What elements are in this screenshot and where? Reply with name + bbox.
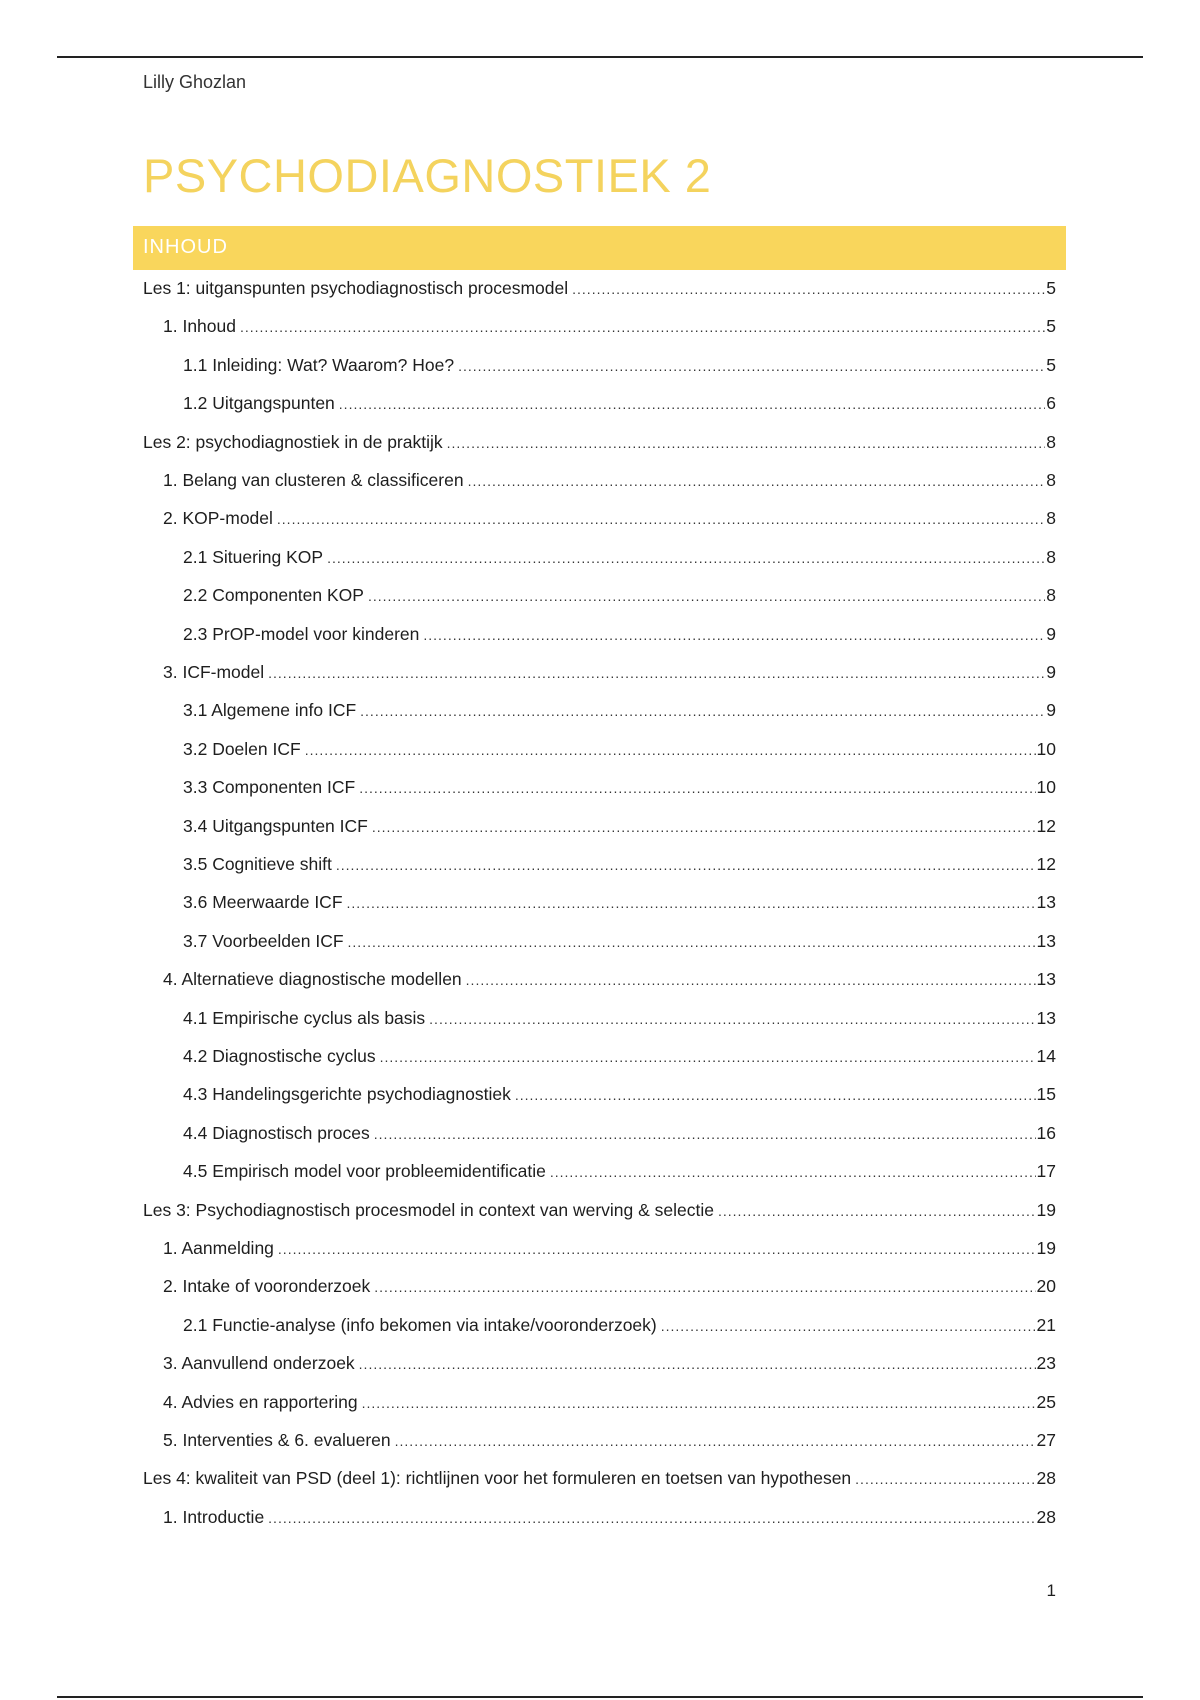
toc-entry-page: 15 — [1036, 1084, 1056, 1105]
toc-heading-bar — [133, 226, 1066, 270]
toc-entry[interactable] — [143, 432, 1056, 458]
toc-entry-page: 9 — [1046, 662, 1056, 682]
toc-entry-label: 4.4 Diagnostisch proces — [183, 1122, 370, 1143]
toc-entry-label: Les 2: psychodiagnostiek in de praktijk — [143, 431, 443, 452]
toc-entry-label: 3.3 Componenten ICF — [183, 777, 356, 798]
toc-entry[interactable] — [183, 816, 1056, 842]
toc-entry[interactable] — [183, 854, 1056, 880]
toc-dot-leader — [268, 1510, 1035, 1526]
toc-dot-leader — [277, 511, 1045, 527]
toc-entry-page: 20 — [1036, 1276, 1056, 1297]
toc-entry-label: 3. ICF-model — [163, 662, 265, 682]
toc-entry-page: 8 — [1046, 431, 1056, 452]
toc-entry-page: 10 — [1036, 777, 1056, 798]
toc-entry-label: 3.6 Meerwaarde ICF — [183, 892, 343, 913]
toc-entry-label: 4.1 Empirische cyclus als basis — [183, 1007, 426, 1028]
toc-dot-leader — [458, 358, 1045, 374]
toc-entry-label: 2.1 Functie-analyse (info bekomen via intake/vooronderzoek) — [183, 1314, 657, 1335]
toc-entry-page: 19 — [1036, 1238, 1056, 1258]
toc-dot-leader — [550, 1164, 1036, 1180]
toc-dot-leader — [515, 1087, 1036, 1103]
toc-entry-page: 8 — [1046, 546, 1056, 567]
toc-entry[interactable] — [163, 316, 1056, 342]
toc-entry-page: 6 — [1046, 393, 1056, 414]
toc-entry[interactable] — [183, 1008, 1056, 1034]
toc-entry-label: 3.1 Algemene info ICF — [183, 700, 357, 721]
toc-entry-page: 13 — [1036, 892, 1056, 913]
toc-entry-label: 3. Aanvullend onderzoek — [163, 1353, 355, 1374]
toc-dot-leader — [359, 780, 1035, 796]
toc-dot-leader — [348, 934, 1036, 950]
toc-entry-label: 2.3 PrOP-model voor kinderen — [183, 623, 420, 644]
toc-entry-page: 25 — [1036, 1391, 1056, 1412]
toc-dot-leader — [359, 1356, 1036, 1372]
toc-entry[interactable] — [183, 585, 1056, 611]
toc-entry[interactable] — [143, 1200, 1056, 1226]
toc-entry[interactable] — [163, 1353, 1056, 1379]
toc-entry[interactable] — [163, 1392, 1056, 1418]
toc-entry[interactable] — [163, 1276, 1056, 1302]
toc-entry[interactable] — [183, 700, 1056, 726]
toc-entry-page: 27 — [1036, 1430, 1056, 1450]
toc-entry-label: 4. Advies en rapportering — [163, 1391, 358, 1412]
toc-entry-label: 3.2 Doelen ICF — [183, 738, 301, 759]
toc-entry[interactable] — [143, 278, 1056, 304]
toc-entry[interactable] — [183, 1123, 1056, 1149]
toc-entry[interactable] — [183, 624, 1056, 650]
toc-dot-leader — [468, 473, 1046, 489]
toc-entry[interactable] — [183, 1046, 1056, 1072]
toc-entry[interactable] — [163, 508, 1056, 534]
author-name: Lilly Ghozlan — [143, 72, 247, 92]
toc-entry-label: Les 4: kwaliteit van PSD (deel 1): richtlijnen voor het formuleren en toetsen van hypothesen — [143, 1468, 852, 1489]
toc-entry[interactable] — [183, 777, 1056, 803]
toc-entry-label: 4.5 Empirisch model voor probleemidentificatie — [183, 1161, 546, 1182]
toc-entry-page: 13 — [1036, 969, 1056, 990]
toc-entry-label: 2. KOP-model — [163, 508, 273, 529]
toc-entry[interactable] — [183, 1161, 1056, 1187]
toc-entry-page: 28 — [1036, 1468, 1056, 1489]
toc-entry-page: 5 — [1046, 354, 1056, 375]
toc-entry-label: 4. Alternatieve diagnostische modellen — [163, 969, 462, 990]
toc-entry-label: 1. Aanmelding — [163, 1238, 274, 1258]
toc-dot-leader — [327, 550, 1045, 566]
toc-dot-leader — [374, 1279, 1035, 1295]
toc-entry-page: 14 — [1036, 1046, 1056, 1066]
toc-dot-leader — [372, 819, 1036, 835]
toc-dot-leader — [278, 1241, 1036, 1257]
toc-entry-page: 12 — [1036, 854, 1056, 874]
toc-entry[interactable] — [163, 662, 1056, 688]
toc-entry[interactable] — [183, 1315, 1056, 1341]
toc-dot-leader — [380, 1049, 1036, 1065]
toc-entry-page: 17 — [1036, 1161, 1056, 1182]
toc-dot-leader — [855, 1471, 1035, 1487]
toc-entry[interactable] — [143, 1468, 1056, 1494]
toc-dot-leader — [395, 1433, 1036, 1449]
toc-entry-page: 8 — [1046, 585, 1056, 606]
toc-entry[interactable] — [163, 969, 1056, 995]
toc-entry-label: 4.2 Diagnostische cyclus — [183, 1046, 376, 1066]
toc-dot-leader — [661, 1318, 1036, 1334]
toc-dot-leader — [374, 1126, 1036, 1142]
toc-entry-label: 3.7 Voorbeelden ICF — [183, 930, 344, 951]
toc-entry-page: 21 — [1036, 1314, 1056, 1335]
toc-entry[interactable] — [163, 1507, 1056, 1533]
toc-entry-label: 2. Intake of vooronderzoek — [163, 1276, 371, 1297]
toc-entry-page: 23 — [1036, 1353, 1056, 1374]
toc-dot-leader — [429, 1011, 1035, 1027]
toc-entry[interactable] — [183, 931, 1056, 957]
toc-entry[interactable] — [163, 1238, 1056, 1264]
toc-entry-page: 5 — [1046, 316, 1056, 337]
toc-dot-leader — [305, 742, 1036, 758]
toc-entry-label: Les 1: uitganspunten psychodiagnostisch procesmodel — [143, 278, 569, 298]
toc-dot-leader — [572, 281, 1045, 297]
toc-entry-page: 10 — [1036, 738, 1056, 759]
toc-entry[interactable] — [183, 739, 1056, 765]
toc-dot-leader — [368, 588, 1045, 604]
toc-entry-label: 2.2 Componenten KOP — [183, 585, 364, 606]
toc-dot-leader — [347, 895, 1036, 911]
toc-dot-leader — [362, 1395, 1036, 1411]
toc-entry-page: 13 — [1036, 1007, 1056, 1028]
toc-entry-page: 8 — [1046, 508, 1056, 529]
toc-entry[interactable] — [183, 393, 1056, 419]
toc-entry-label: 1.2 Uitgangspunten — [183, 393, 335, 414]
toc-dot-leader — [718, 1203, 1036, 1219]
toc-entry-page: 13 — [1036, 930, 1056, 951]
toc-dot-leader — [240, 319, 1045, 335]
toc-entry-label: 1. Inhoud — [163, 316, 236, 337]
document-title: PSYCHODIAGNOSTIEK 2 — [143, 149, 712, 202]
toc-entry[interactable] — [163, 1430, 1056, 1456]
toc-entry-label: 1.1 Inleiding: Wat? Waarom? Hoe? — [183, 354, 455, 375]
toc-entry[interactable] — [183, 1084, 1056, 1110]
toc-entry-page: 16 — [1036, 1122, 1056, 1143]
toc-entry-page: 19 — [1036, 1199, 1056, 1220]
toc-dot-leader — [423, 627, 1045, 643]
toc-entry-label: 3.5 Cognitieve shift — [183, 854, 332, 874]
toc-dot-leader — [466, 972, 1036, 988]
toc-entry-page: 9 — [1046, 623, 1056, 644]
toc-entry-page: 5 — [1046, 278, 1056, 298]
toc-entry[interactable] — [183, 892, 1056, 918]
toc-entry-label: 5. Interventies & 6. evalueren — [163, 1430, 391, 1450]
footer-rule — [57, 1696, 1143, 1698]
toc-entry-label: 1. Belang van clusteren & classificeren — [163, 470, 464, 490]
toc-entry-page: 12 — [1036, 815, 1056, 836]
toc-entry[interactable] — [183, 547, 1056, 573]
toc-entry-page: 9 — [1046, 700, 1056, 721]
toc-entry-label: 2.1 Situering KOP — [183, 546, 324, 567]
toc-entry-page: 28 — [1036, 1506, 1056, 1527]
header-rule — [57, 56, 1143, 58]
toc-dot-leader — [339, 396, 1045, 412]
toc-entry-label: 1. Introductie — [163, 1506, 265, 1527]
toc-entry-label: Les 3: Psychodiagnostisch procesmodel in context van werving & selectie — [143, 1199, 714, 1220]
toc-dot-leader — [360, 703, 1045, 719]
toc-entry[interactable] — [183, 355, 1056, 381]
toc-dot-leader — [447, 435, 1046, 451]
page-number: 1 — [1046, 1581, 1056, 1600]
toc-dot-leader — [268, 665, 1045, 681]
toc-heading: INHOUD — [143, 236, 228, 258]
toc-entry-label: 4.3 Handelingsgerichte psychodiagnostiek — [183, 1084, 511, 1105]
toc-entry-page: 8 — [1046, 470, 1056, 490]
toc-dot-leader — [336, 857, 1036, 873]
toc-entry[interactable] — [163, 470, 1056, 496]
toc-entry-label: 3.4 Uitgangspunten ICF — [183, 815, 368, 836]
